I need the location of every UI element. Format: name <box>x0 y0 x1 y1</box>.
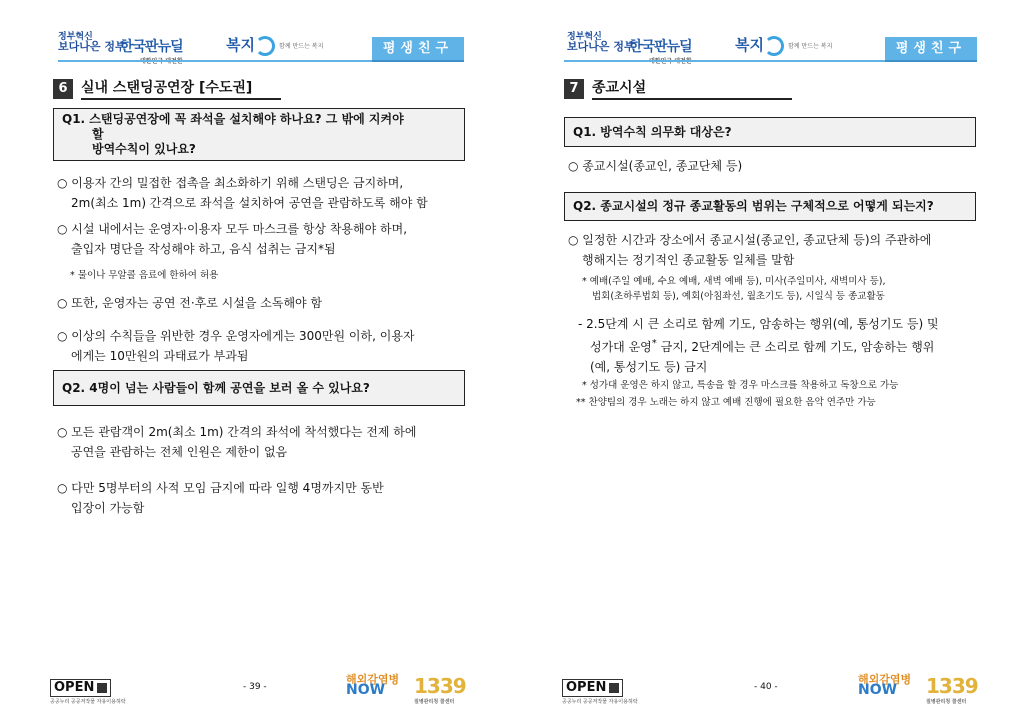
footnote: * 물이나 무알콜 음료에 한하여 허용 <box>70 270 219 281</box>
list-item: ○ 이상의 수칙들을 위반한 경우 운영자에게는 300만원 이하, 이용자 에게는 10만원의 과태료가 부과됨 <box>57 329 415 363</box>
list-item: ○ 시설 내에서는 운영자·이용자 모두 마스크를 항상 착용해야 하며, 출입자 명단을 작성해야 하고, 음식 섭취는 금지*됨 <box>57 222 408 256</box>
series-tab: 평생친구 <box>885 37 977 62</box>
header-logos <box>567 30 867 64</box>
gov-innovation-logo: 정부혁신 보다나은 정부 <box>567 32 635 53</box>
overseas-infection-now-logo: 해외감염병 NOW <box>346 673 400 698</box>
list-item: ○ 종교시설(종교인, 종교단체 등) <box>568 159 743 173</box>
list-item: ○ 모든 관람객이 2m(최소 1m) 간격의 좌석에 착석했다는 전제 하에 공연을 관람하는 전체 인원은 제한이 없음 <box>57 425 417 459</box>
header-divider <box>58 60 372 62</box>
hotline-1339-logo: 1339 질병관리청 콜센터 <box>926 674 978 705</box>
swirl-icon <box>764 36 784 56</box>
section-number: 6 <box>53 79 73 99</box>
question-box: Q1. 스탠딩공연장에 꼭 좌석을 설치해야 하나요? 그 밖에 지켜야 할 방역수칙이 있나요? <box>53 108 465 161</box>
list-item: ○ 다만 5명부터의 사적 모임 금지에 따라 일행 4명까지만 동반 입장이 가능함 <box>57 481 384 515</box>
section-heading <box>53 77 281 100</box>
hotline-1339-logo: 1339 질병관리청 콜센터 <box>414 674 466 705</box>
series-tab: 평생친구 <box>372 37 464 62</box>
question-box: Q1. 방역수칙 의무화 대상은? <box>564 117 976 147</box>
header-divider <box>564 60 885 62</box>
korean-new-deal-logo: 한국판뉴딜 <box>120 39 183 55</box>
footnote: * 예배(주일 예배, 수요 예배, 새벽 예배 등), 미사(주일미사, 새벽미사 등), 법회(초하루법회 등), 예회(아침좌선, 월초기도 등), 시일식 등 종교활동 <box>582 276 886 302</box>
section-title: 실내 스탠딩공연장 [수도권] <box>81 77 281 100</box>
page-number: - 39 - <box>243 682 267 692</box>
section-number: 7 <box>564 79 584 99</box>
list-item: - 2.5단계 시 큰 소리로 함께 기도, 암송하는 행위(예, 통성기도 등) 및 성가대 운영* 금지, 2단계에는 큰 소리로 함께 기도, 암송하는 행위 (예, 통성기도 등) 금지 <box>578 317 939 374</box>
section-heading <box>564 77 792 100</box>
footer-badges <box>858 674 978 704</box>
overseas-infection-now-logo: 해외감염병 NOW <box>858 673 912 698</box>
open-license-badge: OPEN 공공누리 공공저작물 자유이용허락 <box>562 680 638 705</box>
question-box: Q2. 4명이 넘는 사람들이 함께 공연을 보러 올 수 있나요? <box>53 370 465 406</box>
person-icon <box>97 683 107 693</box>
swirl-icon <box>255 36 275 56</box>
open-license-badge: OPEN 공공누리 공공저작물 자유이용허락 <box>50 680 126 705</box>
footnote: ** 찬양팀의 경우 노래는 하지 않고 예배 진행에 필요한 음악 연주만 가능 <box>576 397 876 408</box>
page-number: - 40 - <box>754 682 778 692</box>
page-40 <box>512 0 1024 725</box>
footer-badges <box>346 674 466 704</box>
section-title: 종교시설 <box>592 77 792 100</box>
korean-new-deal-logo: 한국판뉴딜 <box>629 39 692 55</box>
list-item: ○ 이용자 간의 밀접한 접촉을 최소화하기 위해 스탠딩은 금지하며, 2m(최소 1m) 간격으로 좌석을 설치하여 공연을 관람하도록 해야 함 <box>57 176 428 210</box>
list-item: ○ 또한, 운영자는 공연 전·후로 시설을 소독해야 함 <box>57 296 323 310</box>
list-item: ○ 일정한 시간과 장소에서 종교시설(종교인, 종교단체 등)의 주관하에 행해지는 정기적인 종교활동 일체를 말함 <box>568 233 932 267</box>
footnote: * 성가대 운영은 하지 않고, 특송을 할 경우 마스크를 착용하고 독창으로 가능 <box>582 380 899 391</box>
header-logos <box>58 30 358 64</box>
bokji-logo: 복지 함께 만드는 복지 <box>735 36 833 54</box>
question-box: Q2. 종교시설의 정규 종교활동의 범위는 구체적으로 어떻게 되는지? <box>564 192 976 221</box>
bokji-logo: 복지 함께 만드는 복지 <box>226 36 324 54</box>
person-icon <box>609 683 619 693</box>
gov-innovation-logo: 정부혁신 보다나은 정부 <box>58 32 126 53</box>
